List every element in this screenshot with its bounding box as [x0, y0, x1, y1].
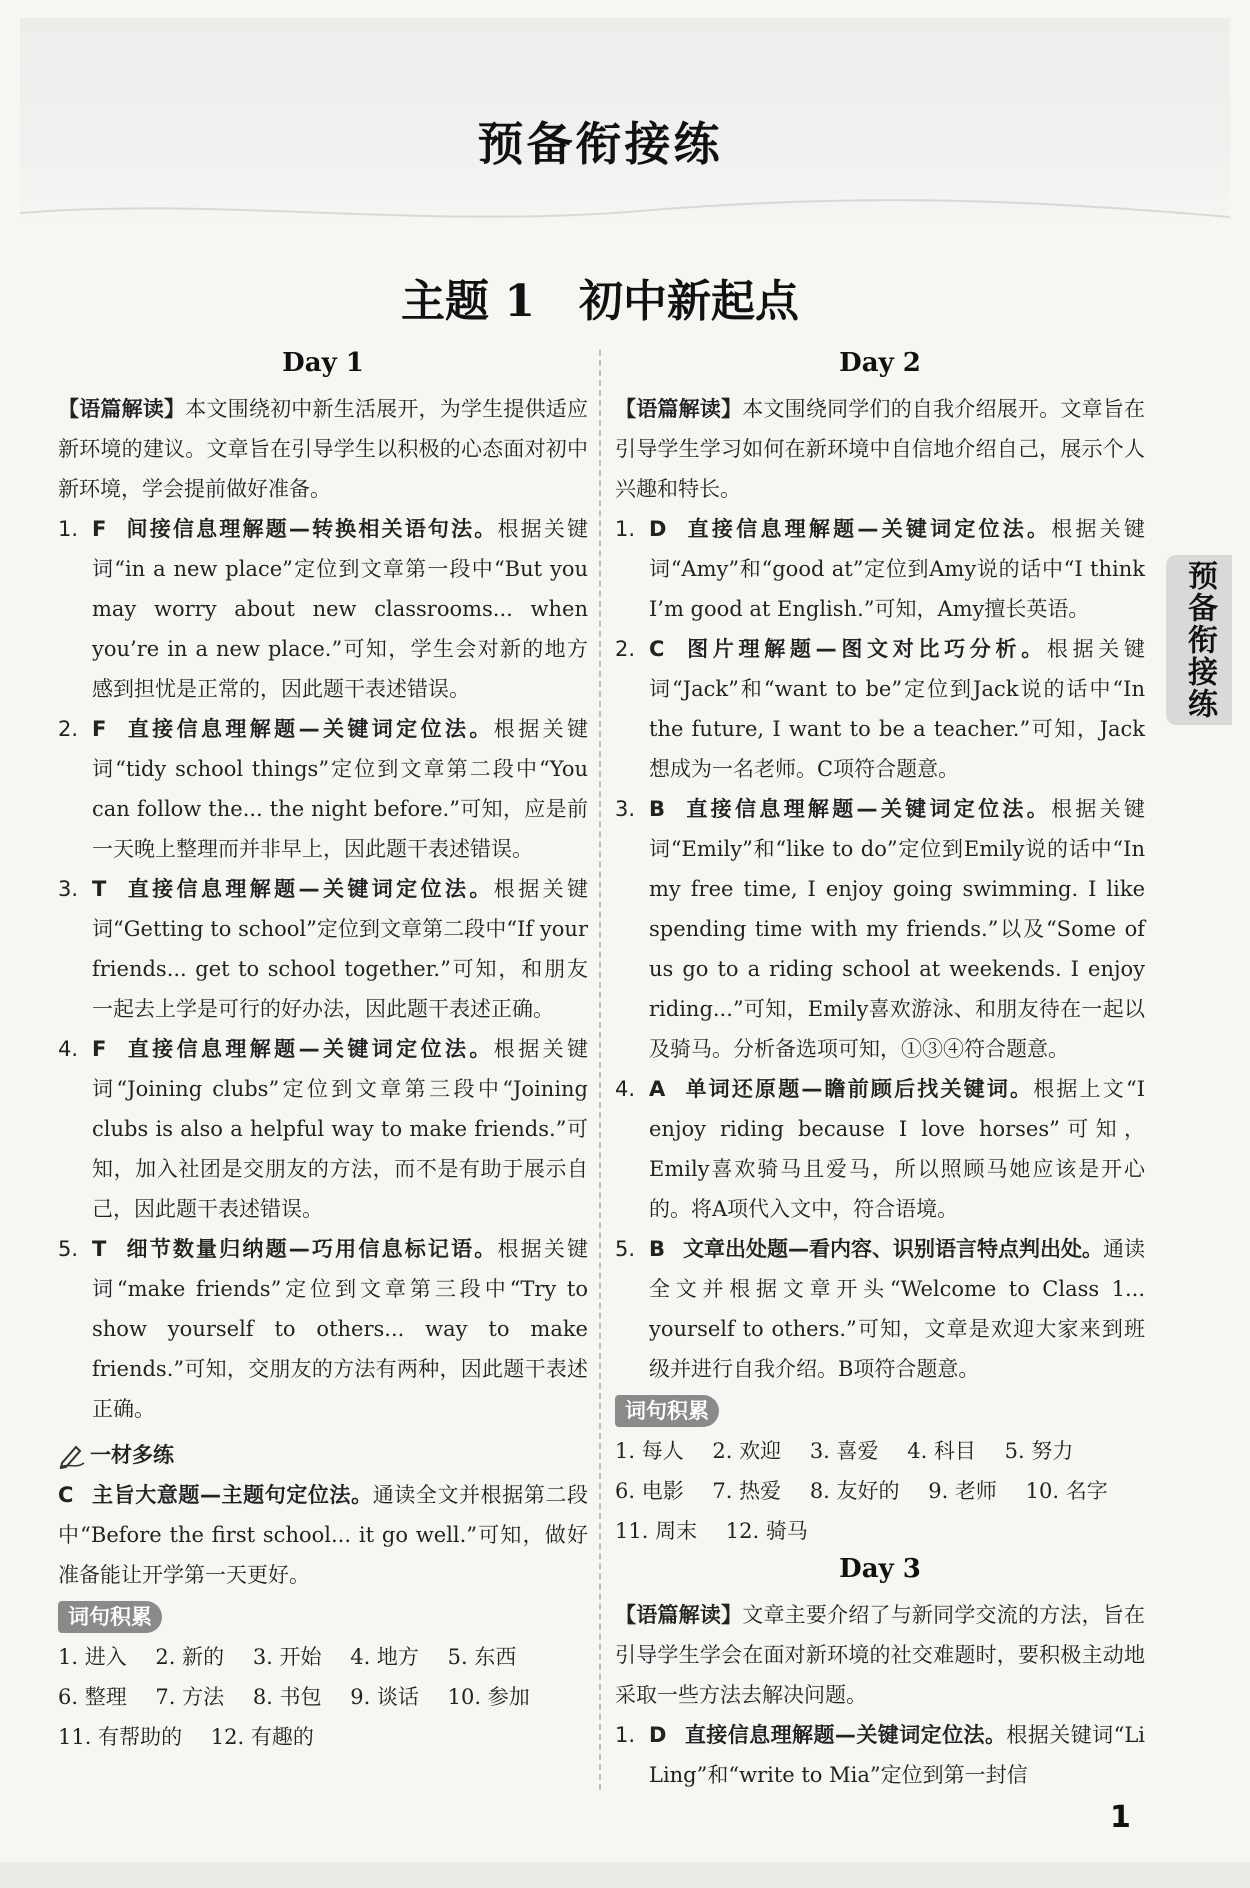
question-type: 直接信息理解题—关键词定位法。 — [124, 717, 494, 741]
vocab-entry: 10. 名字 — [1025, 1479, 1108, 1503]
extra-practice-answer — [58, 1475, 588, 1595]
bottom-band — [0, 1862, 1250, 1888]
question-type: 间接信息理解题—转换相关语句法。 — [124, 517, 498, 541]
question-type: 细节数量归纳题—巧用信息标记语。 — [124, 1237, 498, 1261]
explanation: 根据关键词“Joining clubs”定位到文章第三段中“Joining clubs is also a helpful way to make friends.”可知，加入社团是交朋友的方法，而不是有助于展示自己，因此题干表述错误。 — [92, 1037, 589, 1221]
explanation: 根据关键词“make friends”定位到文章第三段中“Try to show yourself to others... way to make friends.”可知，交朋友的方法有两种，因此题干表述正确。 — [92, 1237, 589, 1421]
vocab-entry: 7. 方法 — [155, 1685, 225, 1709]
question-type: 文章出处题—看内容、识别语言特点判出处。 — [683, 1237, 1104, 1261]
explanation: 根据关键词“Jack”和“want to be”定位到Jack说的话中“In the future, I want to be a teacher.”可知，Jack想成为一名老师。C项符合题意。 — [649, 637, 1146, 781]
item-number: 5. — [58, 1237, 79, 1261]
intro-tag: 【语篇解读】 — [615, 397, 743, 421]
vocab-entry: 3. 开始 — [252, 1645, 322, 1669]
intro-paragraph — [615, 1595, 1145, 1715]
day-title: Day 2 — [839, 348, 921, 378]
vocab-entry: 8. 友好的 — [809, 1479, 900, 1503]
vocab-entry: 6. 整理 — [58, 1685, 127, 1709]
vocab-entry: 3. 喜爱 — [809, 1439, 879, 1463]
answer-item — [58, 509, 588, 709]
pencil-icon — [58, 1441, 86, 1469]
vocab-entry: 9. 老师 — [928, 1479, 997, 1503]
vocab-list — [58, 1637, 588, 1757]
theme-title: 主题 1 初中新起点 — [401, 276, 799, 327]
intro-paragraph — [58, 389, 588, 509]
page-number: 1 — [1110, 1800, 1131, 1835]
vocab-entry: 2. 新的 — [155, 1645, 225, 1669]
vocab-entry: 1. 每人 — [615, 1439, 684, 1463]
item-number: 3. — [615, 797, 636, 821]
answer-item — [615, 509, 1145, 629]
vocab-entry: 12. 有趣的 — [210, 1725, 314, 1749]
item-number: 5. — [615, 1237, 636, 1261]
item-number: 2. — [58, 717, 79, 741]
item-number: 1. — [615, 517, 636, 541]
intro-tag: 【语篇解读】 — [615, 1603, 743, 1627]
explanation: 通读全文并根据文章开头“Welcome to Class 1... yourself to others.”可知，文章是欢迎大家来到班级并进行自我介绍。B项符合题意。 — [649, 1237, 1146, 1381]
question-type: 直接信息理解题—关键词定位法。 — [684, 517, 1052, 541]
answer-item — [58, 869, 588, 1029]
item-number: 1. — [58, 517, 79, 541]
column-divider — [599, 350, 601, 1790]
answer-item — [58, 1029, 588, 1229]
answer-letter: B — [649, 1237, 666, 1261]
answer-letter: F — [92, 717, 107, 741]
answer-item — [615, 789, 1145, 1069]
vocab-entry: 11. 周末 — [615, 1519, 698, 1543]
item-number: 4. — [58, 1037, 79, 1061]
question-type: 单词还原题—瞻前顾后找关键词。 — [683, 1077, 1034, 1101]
explanation: 根据关键词“Emily”和“like to do”定位到Emily说的话中“In my free time, I enjoy going swimming. I like spending time with my friends.”以及“Some of us go to a riding school at weekends. I enjoy riding...”可知，Emily喜欢游泳、和朋友待在一起以及骑马。分析备选项可知，①③④符合题意。 — [649, 797, 1146, 1061]
right-column — [615, 345, 1145, 1795]
explanation: 根据关键词“Getting to school”定位到文章第二段中“If your friends... get to school together.”可知，和朋友一起去上学是可行的好办法，因此题干表述正确。 — [92, 877, 589, 1021]
answer-item — [615, 1715, 1145, 1795]
intro-paragraph — [615, 389, 1145, 509]
answer-letter: A — [649, 1077, 666, 1101]
section-title: 预备衔接练 — [477, 117, 723, 171]
intro-text: 文章主要介绍了与新同学交流的方法，旨在引导学生学会在面对新环境的社交难题时，要积极主动地采取一些方法去解决问题。 — [615, 1603, 1145, 1707]
vocab-entry: 4. 科目 — [907, 1439, 976, 1463]
intro-tag: 【语篇解读】 — [58, 397, 186, 421]
answer-item — [58, 1229, 588, 1429]
answer-letter: D — [649, 517, 667, 541]
answer-letter: T — [92, 877, 107, 901]
answer-item — [615, 629, 1145, 789]
vocab-entry: 8. 书包 — [252, 1685, 322, 1709]
vocab-entry: 6. 电影 — [615, 1479, 684, 1503]
answer-letter: F — [92, 517, 107, 541]
vocab-entry: 9. 谈话 — [350, 1685, 419, 1709]
question-type: 直接信息理解题—关键词定位法。 — [124, 877, 494, 901]
vocab-entry: 1. 进入 — [58, 1645, 127, 1669]
explanation: 根据关键词“Amy”和“good at”定位到Amy说的话中“I think I’m good at English.”可知，Amy擅长英语。 — [649, 517, 1146, 621]
vocab-entry: 5. 努力 — [1004, 1439, 1074, 1463]
item-number: 2. — [615, 637, 636, 661]
vocab-list — [615, 1431, 1145, 1551]
vocab-entry: 7. 热爱 — [712, 1479, 782, 1503]
extra-practice-heading — [58, 1435, 588, 1475]
extra-practice-label: 一材多练 — [90, 1443, 174, 1467]
explanation: 根据关键词“in a new place”定位到文章第一段中“But you may worry about new classrooms... when you’re in a new place.”可知，学生会对新的地方感到担忧是正常的，因此题干表述错误。 — [92, 517, 588, 701]
vocab-label: 词句积累 — [615, 1395, 719, 1427]
question-type: 直接信息理解题—关键词定位法。 — [124, 1037, 494, 1061]
answer-letter: C — [58, 1483, 74, 1507]
question-type: 主旨大意题—主题句定位法。 — [91, 1483, 373, 1507]
vocab-label: 词句积累 — [58, 1601, 162, 1633]
answer-letter: D — [649, 1723, 667, 1747]
intro-text: 本文围绕同学们的自我介绍展开。文章旨在引导学生学习如何在新环境中自信地介绍自己，展示个人兴趣和特长。 — [615, 397, 1145, 501]
explanation: 根据关键词“tidy school things”定位到文章第二段中“You can follow the... the night before.”可知，应是前一天晚上整理而并非早上，因此题干表述错误。 — [92, 717, 589, 861]
answer-item — [615, 1229, 1145, 1389]
answer-letter: F — [92, 1037, 107, 1061]
side-tab — [1166, 555, 1232, 725]
day-title: Day 1 — [282, 348, 364, 378]
item-number: 4. — [615, 1077, 636, 1101]
left-column — [58, 345, 588, 1757]
vocab-entry: 11. 有帮助的 — [58, 1725, 183, 1749]
question-type: 直接信息理解题—关键词定位法。 — [683, 797, 1052, 821]
explanation: 根据上文“I enjoy riding because I love horses”可知，Emily喜欢骑马且爱马，所以照顾马她应该是开心的。将A项代入文中，符合语境。 — [649, 1077, 1146, 1221]
answer-letter: T — [92, 1237, 107, 1261]
answer-letter: B — [649, 797, 666, 821]
vocab-entry: 10. 参加 — [447, 1685, 530, 1709]
side-tab-label: 预备衔接练 — [1182, 560, 1217, 720]
answer-item — [615, 1069, 1145, 1229]
vocab-entry: 5. 东西 — [447, 1645, 517, 1669]
question-type: 图片理解题—图文对比巧分析。 — [682, 637, 1047, 661]
vocab-entry: 4. 地方 — [350, 1645, 419, 1669]
intro-text: 本文围绕初中新生活展开，为学生提供适应新环境的建议。文章旨在引导学生以积极的心态面对初中新环境，学会提前做好准备。 — [58, 397, 588, 501]
vocab-entry: 12. 骑马 — [725, 1519, 808, 1543]
day-title: Day 3 — [839, 1554, 921, 1584]
item-number: 3. — [58, 877, 79, 901]
explanation: 根据关键词“Li Ling”和“write to Mia”定位到第一封信 — [649, 1723, 1145, 1787]
header-wave-decoration — [20, 195, 1230, 245]
explanation: 通读全文并根据第二段中“Before the first school... it go well.”可知，做好准备能让开学第一天更好。 — [58, 1483, 588, 1587]
vocab-entry: 2. 欢迎 — [712, 1439, 782, 1463]
question-type: 直接信息理解题—关键词定位法。 — [684, 1723, 1007, 1747]
answer-letter: C — [649, 637, 665, 661]
item-number: 1. — [615, 1723, 636, 1747]
answer-item — [58, 709, 588, 869]
